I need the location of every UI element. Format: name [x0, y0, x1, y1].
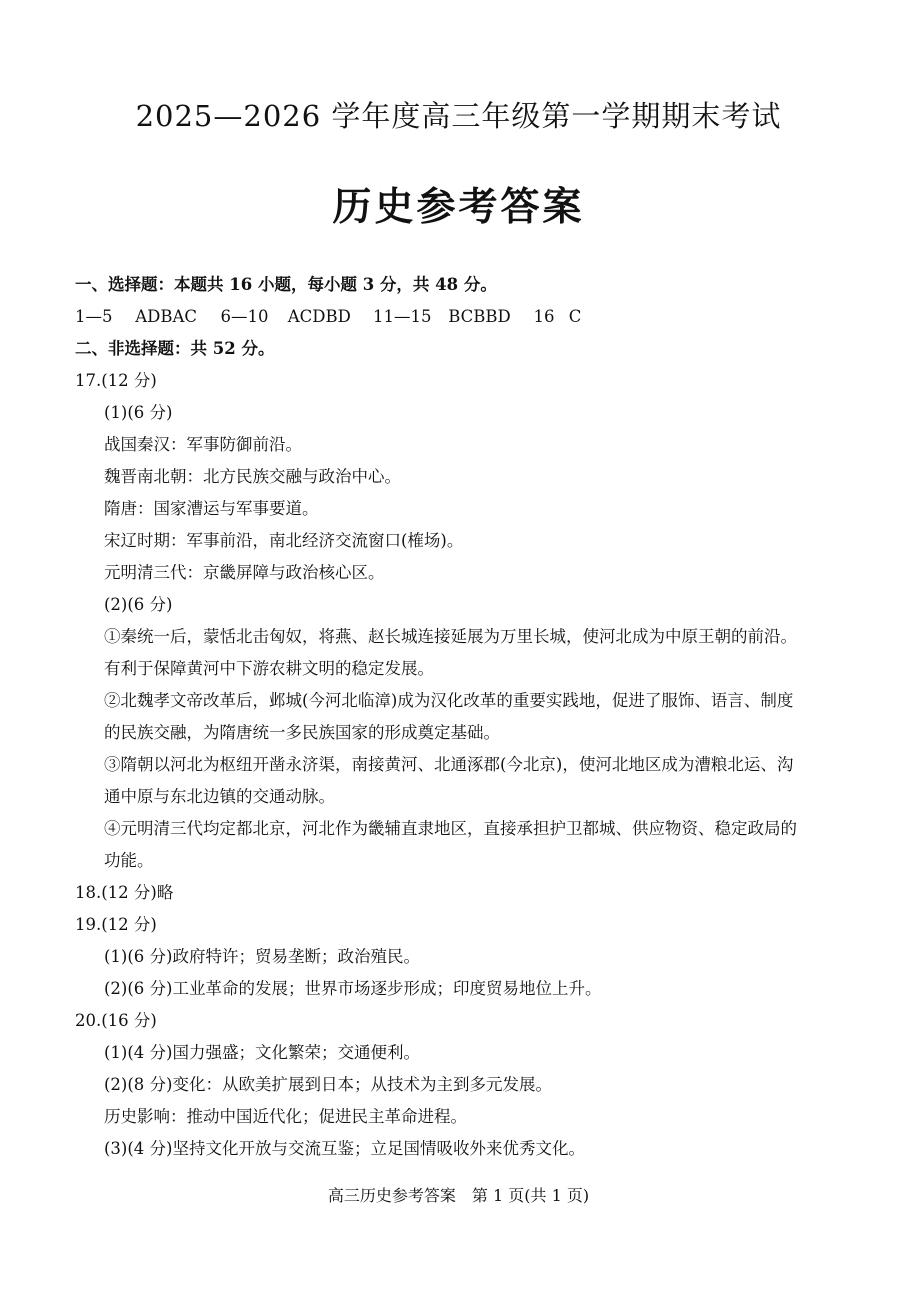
q19-label: 19.(12 分)	[75, 915, 157, 934]
q17-part2-line: ③隋朝以河北为枢纽开凿永济渠，南接黄河、北通涿郡(今北京)，使河北地区成为漕粮北运、沟	[104, 755, 794, 774]
page-footer: 高三历史参考答案 第 1 页(共 1 页)	[327, 1186, 590, 1205]
section1-heading: 一、选择题：本题共 16 小题，每小题 3 分，共 48 分。	[75, 275, 497, 294]
answer-range: 11—15	[373, 307, 432, 326]
q17-part1-label: (1)(6 分)	[104, 403, 173, 422]
answer-range: 16	[533, 307, 555, 326]
q17-part2-line: 通中原与东北边镇的交通动脉。	[104, 787, 335, 806]
q17-part2-label: (2)(6 分)	[104, 595, 173, 614]
exam-title: 2025—2026 学年度高三年级第一学期期末考试	[135, 99, 782, 133]
q20-part2-impact: 历史影响：推动中国近代化；促进民主革命进程。	[104, 1107, 467, 1126]
q17-part2-line: 有利于保障黄河中下游农耕文明的稳定发展。	[104, 659, 434, 678]
answer-keys: BCBBD	[448, 307, 511, 326]
answer-keys: ACDBD	[287, 307, 351, 326]
answer-range: 6—10	[220, 307, 269, 326]
q18-label: 18.(12 分)略	[75, 883, 174, 902]
q20-part2: (2)(8 分)变化：从欧美扩展到日本；从技术为主到多元发展。	[104, 1075, 552, 1094]
q17-part1-line: 战国秦汉：军事防御前沿。	[104, 435, 302, 454]
q17-part1-line: 宋辽时期：军事前沿，南北经济交流窗口(榷场)。	[104, 531, 464, 550]
q20-part3: (3)(4 分)坚持文化开放与交流互鉴；立足国情吸收外来优秀文化。	[104, 1139, 585, 1158]
answer-range: 1—5	[75, 307, 113, 326]
section2-heading: 二、非选择题：共 52 分。	[75, 339, 275, 358]
q17-part2-line: 功能。	[104, 851, 154, 870]
q17-label: 17.(12 分)	[75, 371, 157, 390]
q17-part2-line: 的民族交融，为隋唐统一多民族国家的形成奠定基础。	[104, 723, 500, 742]
answer-keys: ADBAC	[135, 307, 198, 326]
document-title: 历史参考答案	[332, 184, 585, 230]
q19-part1: (1)(6 分)政府特许；贸易垄断；政治殖民。	[104, 947, 420, 966]
q17-part2-line: ④元明清三代均定都北京，河北作为畿辅直隶地区，直接承担护卫都城、供应物资、稳定政局的	[104, 819, 797, 838]
q17-part1-line: 魏晋南北朝：北方民族交融与政治中心。	[104, 467, 401, 486]
q20-part1: (1)(4 分)国力强盛；文化繁荣；交通便利。	[104, 1043, 420, 1062]
q17-part2-line: ①秦统一后，蒙恬北击匈奴，将燕、赵长城连接延展为万里长城，使河北成为中原王朝的前沿。	[104, 627, 797, 646]
q17-part2-line: ②北魏孝文帝改革后，邺城(今河北临漳)成为汉化改革的重要实践地，促进了服饰、语言、制度	[104, 691, 794, 710]
choice-answers-row	[75, 306, 857, 328]
q19-part2: (2)(6 分)工业革命的发展；世界市场逐步形成；印度贸易地位上升。	[104, 979, 602, 998]
answer-keys: C	[568, 307, 582, 326]
q20-label: 20.(16 分)	[75, 1011, 157, 1030]
q17-part1-line: 隋唐：国家漕运与军事要道。	[104, 499, 319, 518]
q17-part1-line: 元明清三代：京畿屏障与政治核心区。	[104, 563, 385, 582]
